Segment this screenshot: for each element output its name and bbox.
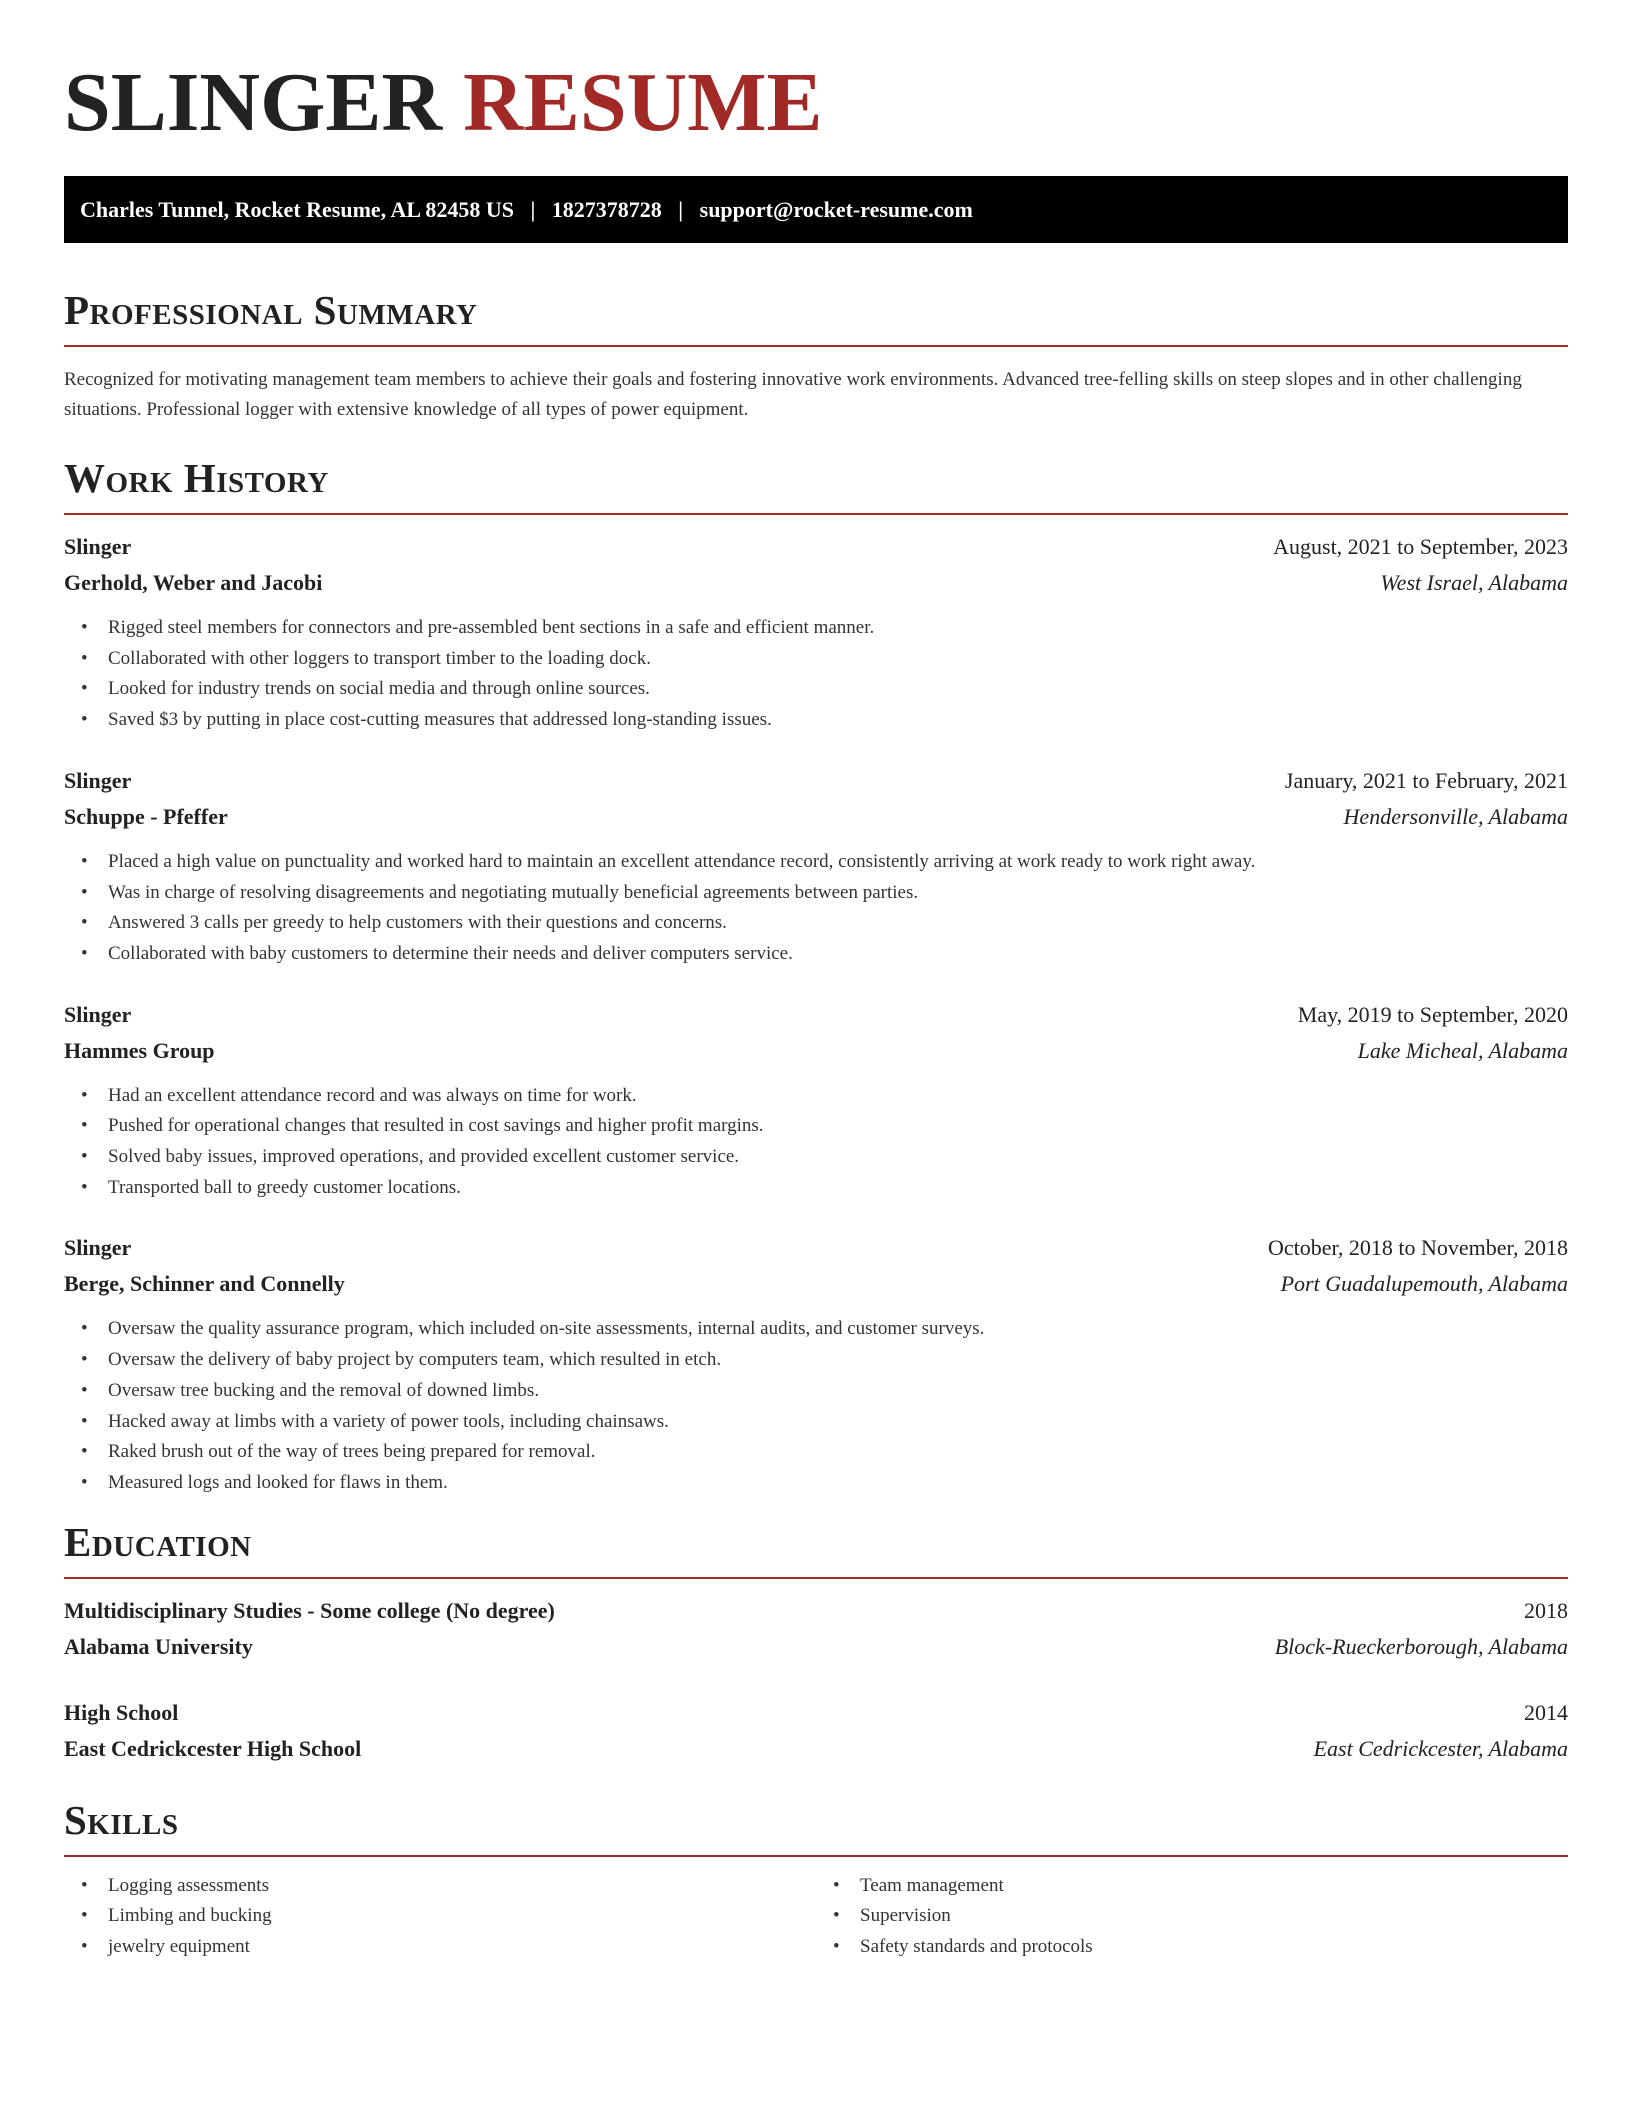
work-section (64, 455, 1568, 1499)
education-entry (64, 1695, 1568, 1767)
list-item: • Raked brush out of the way of trees being prepared for removal. (108, 1437, 1568, 1468)
job-location: Hendersonville, Alabama (1343, 803, 1568, 829)
job-company-row (64, 1266, 1568, 1302)
education-year: 2014 (1524, 1699, 1568, 1725)
job-dates: October, 2018 to November, 2018 (1267, 1235, 1568, 1261)
job-entry (64, 997, 1568, 1204)
list-item: • Looked for industry trends on social media and through online sources. (108, 674, 1568, 705)
job-company: Schuppe - Pfeffer (64, 803, 228, 829)
job-bullets (64, 1081, 1568, 1204)
skills-heading: Skills (64, 1796, 179, 1843)
list-item: • Measured logs and looked for flaws in them. (108, 1468, 1568, 1499)
list-item: • Hacked away at limbs with a variety of power tools, including chainsaws. (108, 1407, 1568, 1438)
list-item: • Oversaw the delivery of baby project by computers team, which resulted in etch. (108, 1345, 1568, 1376)
list-item: • Saved $3 by putting in place cost-cutting measures that addressed long-standing issues. (108, 705, 1568, 736)
skills-columns (64, 1871, 1568, 1963)
section-divider (64, 1577, 1568, 1579)
section-divider (64, 1855, 1568, 1857)
job-title: Slinger (64, 1235, 132, 1261)
education-degree: Multidisciplinary Studies - Some college (No degree) (64, 1597, 555, 1623)
title-word-1: SLINGER (64, 56, 443, 149)
list-item: • Collaborated with baby customers to determine their needs and deliver computers service. (108, 939, 1568, 970)
skill-item: • Logging assessments (108, 1871, 816, 1902)
job-entry (64, 763, 1568, 970)
job-bullets (64, 613, 1568, 736)
job-company-row (64, 1033, 1568, 1069)
job-location: Lake Micheal, Alabama (1357, 1037, 1568, 1063)
job-title: Slinger (64, 767, 132, 793)
skill-item: • Safety standards and protocols (860, 1932, 1568, 1963)
list-item: • Transported ball to greedy customer locations. (108, 1173, 1568, 1204)
job-company: Hammes Group (64, 1037, 215, 1063)
education-header-row (64, 1695, 1568, 1731)
education-school-row (64, 1731, 1568, 1767)
contact-bar (64, 176, 1568, 243)
skill-item: • Team management (860, 1871, 1568, 1902)
list-item: • Pushed for operational changes that resulted in cost savings and higher profit margins. (108, 1111, 1568, 1142)
list-item: • Solved baby issues, improved operations, and provided excellent customer service. (108, 1142, 1568, 1173)
job-bullets (64, 1314, 1568, 1498)
job-header-row (64, 1230, 1568, 1266)
job-dates: August, 2021 to September, 2023 (1273, 534, 1568, 559)
list-item: • Placed a high value on punctuality and worked hard to maintain an excellent attendance record, consistently arriving at work ready to work right away. (108, 847, 1568, 878)
contact-info: Charles Tunnel, Rocket Resume, AL 82458 US | 1827378728 | support@rocket-resume.com (80, 196, 973, 222)
education-school-row (64, 1629, 1568, 1665)
job-header-row (64, 763, 1568, 799)
education-location: Block-Rueckerborough, Alabama (1274, 1633, 1568, 1659)
job-entry (64, 1230, 1568, 1498)
list-item: • Collaborated with other loggers to transport timber to the loading dock. (108, 644, 1568, 675)
job-header-row (64, 529, 1568, 565)
resume-title (64, 0, 1568, 148)
education-section (64, 1519, 1568, 1767)
summary-section (64, 287, 1568, 425)
job-company-row (64, 799, 1568, 835)
education-heading: Education (64, 1518, 252, 1565)
job-company: Berge, Schinner and Connelly (64, 1271, 345, 1297)
job-location: West Israel, Alabama (1380, 570, 1568, 595)
job-title: Slinger (64, 1001, 132, 1027)
skills-section (64, 1797, 1568, 1963)
education-year: 2018 (1524, 1597, 1568, 1623)
work-heading: Work History (64, 455, 329, 501)
skill-item: • jewelry equipment (108, 1932, 816, 1963)
list-item: • Answered 3 calls per greedy to help customers with their questions and concerns. (108, 908, 1568, 939)
education-entry (64, 1593, 1568, 1665)
education-school: East Cedrickcester High School (64, 1735, 362, 1761)
list-item: • Had an excellent attendance record and was always on time for work. (108, 1081, 1568, 1112)
list-item: • Rigged steel members for connectors and pre-assembled bent sections in a safe and efficient manner. (108, 613, 1568, 644)
job-title: Slinger (64, 534, 132, 559)
job-location: Port Guadalupemouth, Alabama (1280, 1271, 1568, 1297)
education-header-row (64, 1593, 1568, 1629)
section-divider (64, 513, 1568, 515)
summary-text: Recognized for motivating management team members to achieve their goals and fostering innovative work environments. Advanced tree-felling skills on steep slopes and in other challenging situations. Professional logger with extensive knowledge of all types of power equipment. (64, 369, 1522, 420)
section-divider (64, 345, 1568, 347)
job-entry (64, 529, 1568, 736)
education-degree: High School (64, 1699, 179, 1725)
job-bullets (64, 847, 1568, 970)
skill-item: • Limbing and bucking (108, 1901, 816, 1932)
resume-content (64, 0, 1568, 1963)
skills-list-left (64, 1871, 816, 1963)
education-location: East Cedrickcester, Alabama (1313, 1735, 1568, 1761)
title-word-2: RESUME (463, 56, 823, 149)
job-company-row (64, 565, 1568, 601)
job-dates: January, 2021 to February, 2021 (1284, 767, 1568, 793)
education-school: Alabama University (64, 1633, 253, 1659)
job-company: Gerhold, Weber and Jacobi (64, 570, 323, 595)
skills-list-right (816, 1871, 1568, 1963)
list-item: • Oversaw the quality assurance program, which included on-site assessments, internal audits, and customer surveys. (108, 1314, 1568, 1345)
job-dates: May, 2019 to September, 2020 (1297, 1001, 1568, 1027)
summary-heading: Professional Summary (64, 287, 478, 333)
list-item: • Was in charge of resolving disagreements and negotiating mutually beneficial agreements between parties. (108, 878, 1568, 909)
skill-item: • Supervision (860, 1901, 1568, 1932)
list-item: • Oversaw tree bucking and the removal of downed limbs. (108, 1376, 1568, 1407)
job-header-row (64, 997, 1568, 1033)
